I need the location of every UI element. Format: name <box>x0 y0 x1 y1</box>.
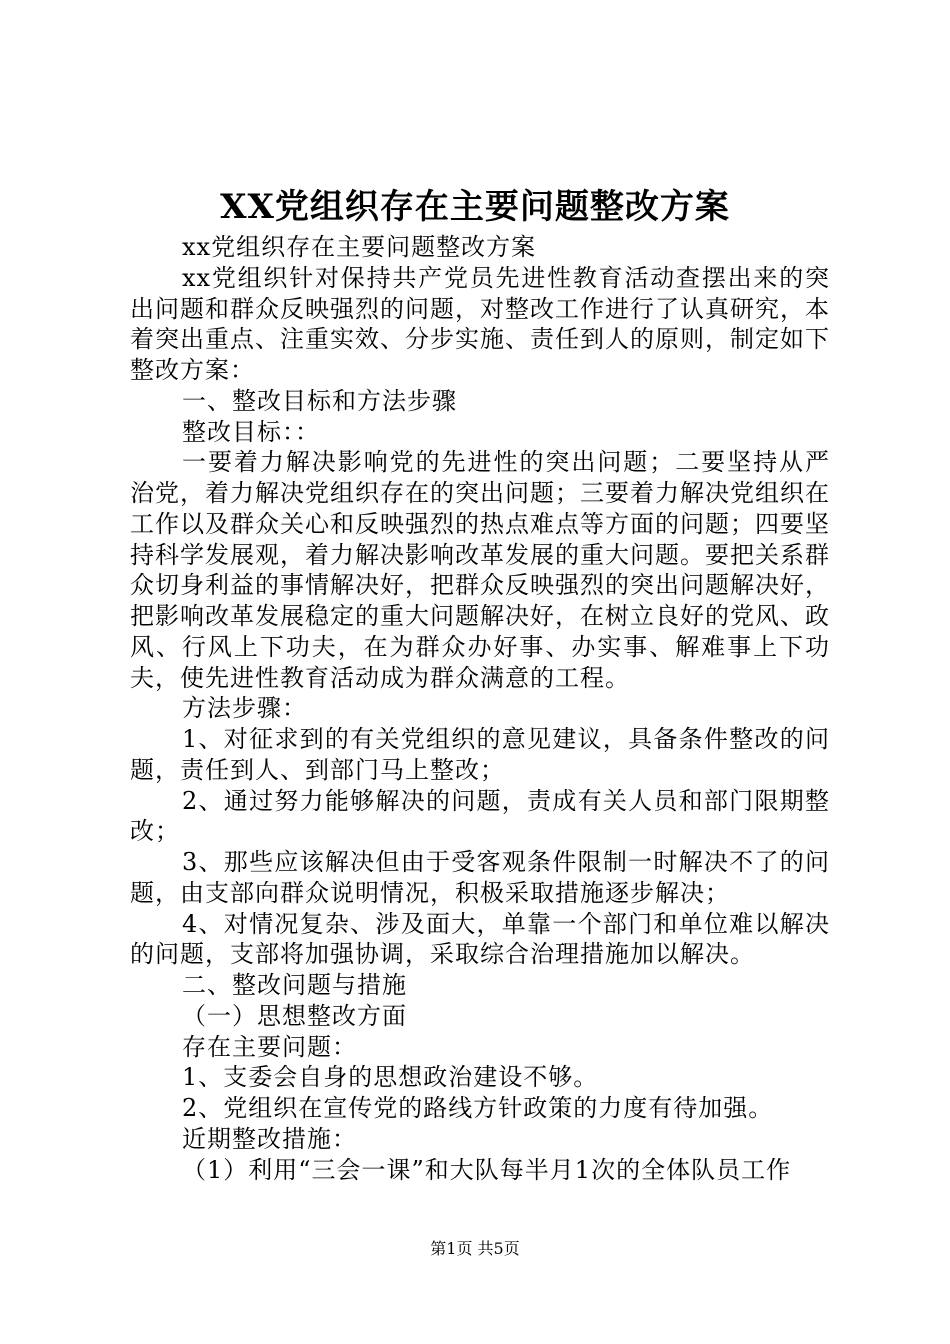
list-item-step-1: 1、对征求到的有关党组织的意见建议，具备条件整改的问题，责任到人、到部门马上整改； <box>130 725 830 784</box>
list-item-measure-1: （1）利用“三会一课”和大队每半月1次的全体队员工作 <box>182 1155 792 1184</box>
paragraph-subtitle: xx党组织存在主要问题整改方案 <box>182 233 537 261</box>
section-heading-2: 二、整改问题与措施 <box>182 971 407 999</box>
document-body <box>130 232 830 1185</box>
section-heading-1: 一、整改目标和方法步骤 <box>182 386 457 415</box>
document-title: XX党组织存在主要问题整改方案 <box>220 187 730 227</box>
subheading-measures: 近期整改措施： <box>182 1124 357 1153</box>
subheading-goals: 整改目标：： <box>182 417 320 446</box>
list-item-problem-1: 1、支委会自身的思想政治建设不够。 <box>182 1063 599 1092</box>
paragraph-goals: 一要着力解决影响党的先进性的突出问题；二要坚持从严治党，着力解决党组织存在的突出问题；三要着力解决党组织在工作以及群众关心和反映强烈的热点难点等方面的问题；四要坚持科学发展观，着力解决影响改革发展的重大问题。要把关系群众切身利益的事情解决好，把群众反映强烈的突出问题解决好，把影响改革发展稳定的重大问题解决好，在树立良好的党风、政风、行风上下功夫，在为群众办好事、办实事、解难事上下功夫，使先进性教育活动成为群众满意的工程。 <box>130 448 830 692</box>
list-item-step-2: 2、通过努力能够解决的问题，责成有关人员和部门限期整改； <box>130 786 830 846</box>
page-footer: 第1页 共5页 <box>430 1239 520 1258</box>
list-item-step-4: 4、对情况复杂、涉及面大，单靠一个部门和单位难以解决的问题，支部将加强协调，采取综合治理措施加以解决。 <box>130 909 830 969</box>
paragraph-intro: xx党组织针对保持共产党员先进性教育活动查摆出来的突出问题和群众反映强烈的问题，对整改工作进行了认真研究，本着突出重点、注重实效、分步实施、责任到人的原则，制定如下整改方案： <box>130 263 830 384</box>
list-item-step-3: 3、那些应该解决但由于受客观条件限制一时解决不了的问题，由支部向群众说明情况，积极采取措施逐步解决； <box>130 848 830 907</box>
list-item-problem-2: 2、党组织在宣传党的路线方针政策的力度有待加强。 <box>182 1094 774 1122</box>
subheading-steps: 方法步骤： <box>182 694 307 723</box>
subheading-problems: 存在主要问题： <box>182 1032 357 1061</box>
subsection-heading-1: （一）思想整改方面 <box>182 1001 407 1030</box>
